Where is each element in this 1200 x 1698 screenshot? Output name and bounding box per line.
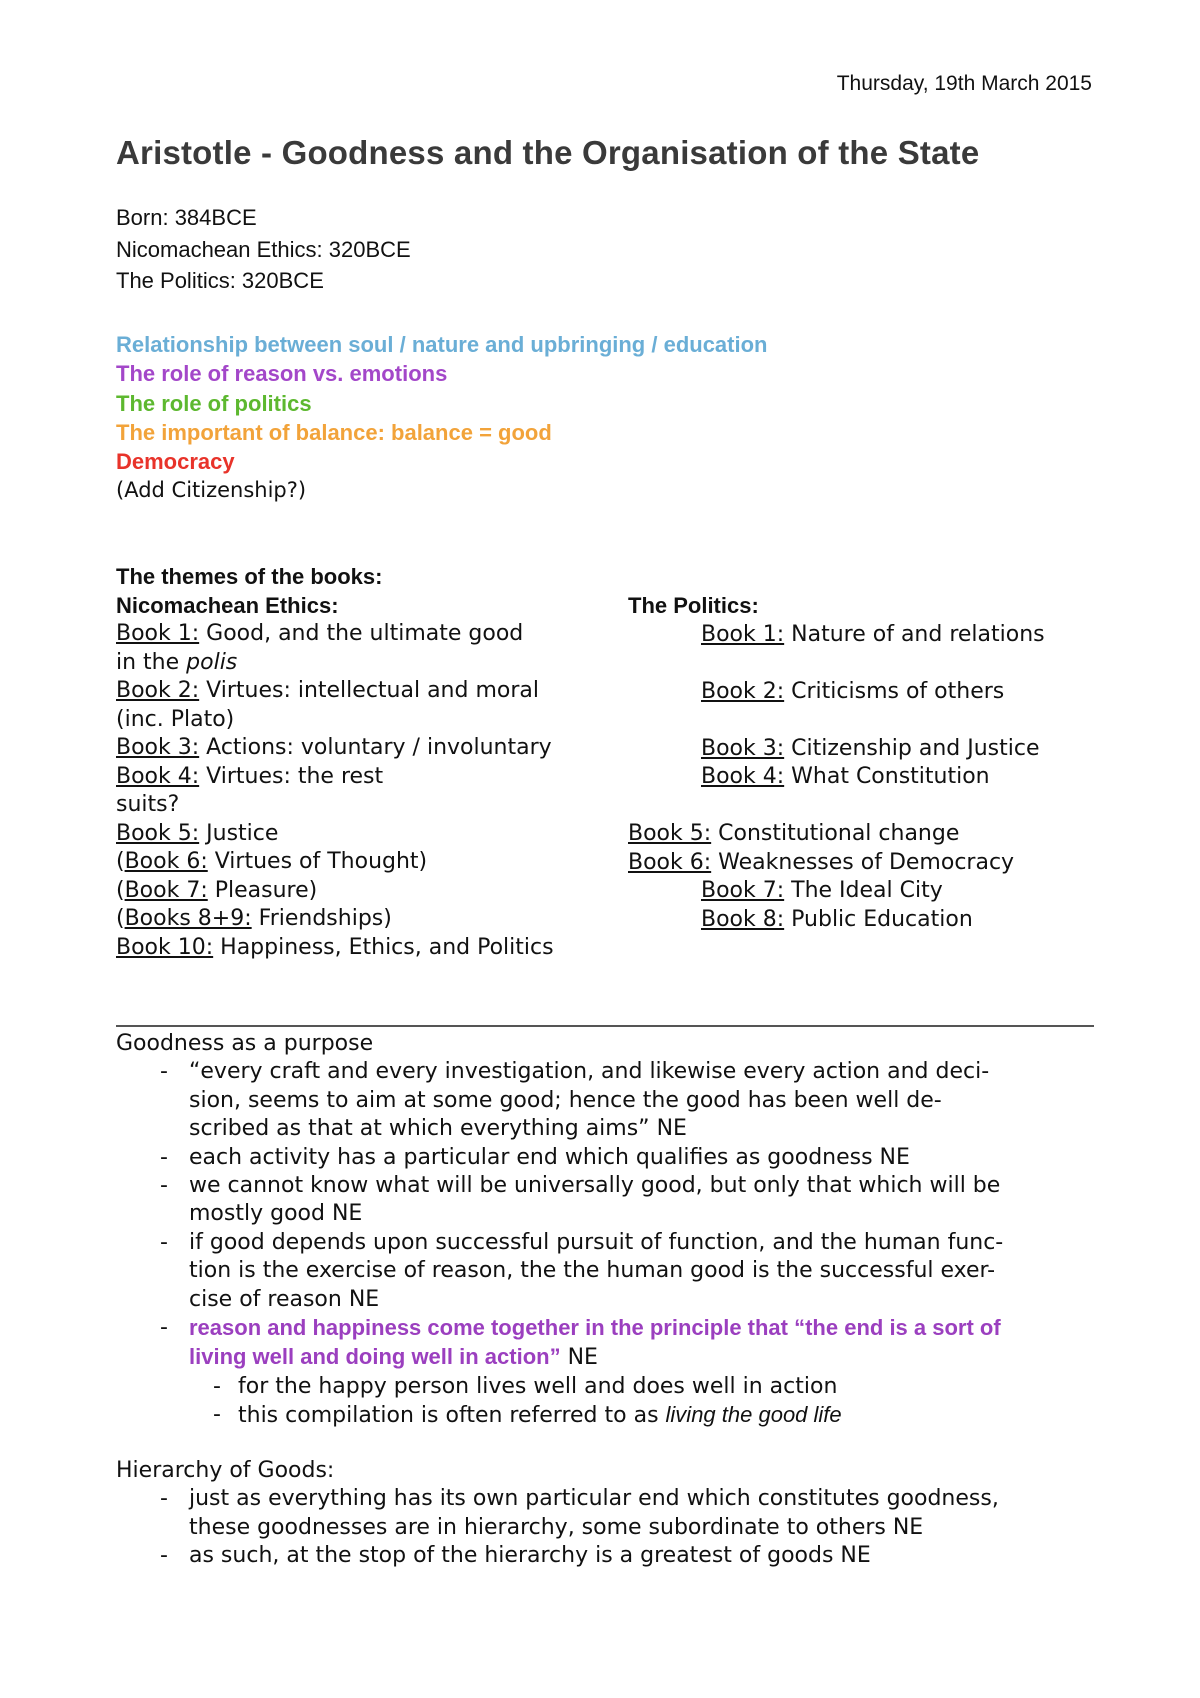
- book-label: Book 5:: [116, 820, 200, 846]
- politics-book-row: [628, 649, 1108, 678]
- document-title: Aristotle - Goodness and the Organisation of the State: [116, 134, 980, 171]
- bullet-line: scribed as that at which everything aims” NE: [189, 1116, 687, 1142]
- book-text: Citizenship and Justice: [784, 735, 1040, 761]
- facts-block: [116, 202, 411, 297]
- add-citizenship-note: (Add Citizenship?): [116, 478, 307, 503]
- politics-book-row: [628, 792, 1108, 821]
- highlight-text: reason and happiness come together in the principle that “the end is a sort of: [189, 1315, 1001, 1341]
- book-label: Book 2:: [701, 678, 785, 704]
- list-item: [116, 1144, 1096, 1172]
- theme-politics: The role of politics: [116, 390, 312, 416]
- politics-book-row: [628, 906, 1108, 935]
- ethics-column: [116, 563, 636, 962]
- politics-book-row: [628, 849, 1108, 878]
- book-label: Book 6:: [124, 849, 208, 874]
- book-label: Book 8:: [701, 906, 785, 932]
- ethics-book-list: [116, 620, 636, 962]
- sub-list-item: [116, 1373, 1096, 1401]
- theme-reason-emotions: The role of reason vs. emotions: [116, 361, 448, 387]
- book-text: What Constitution: [784, 764, 990, 789]
- goodness-bullets: [116, 1058, 1096, 1430]
- book-text: Virtues: intellectual and moral: [199, 678, 539, 703]
- ethics-heading: Nicomachean Ethics:: [116, 592, 339, 618]
- politics-book-row: [628, 763, 1108, 792]
- book-italic: polis: [186, 649, 238, 675]
- fact-ethics-date: Nicomachean Ethics: 320BCE: [116, 236, 411, 262]
- book-text: Actions: voluntary / involuntary: [199, 735, 552, 760]
- hierarchy-bullets: [116, 1485, 1096, 1570]
- politics-book-row: [628, 706, 1108, 735]
- book-text: Virtues of Thought): [207, 849, 428, 874]
- ethics-book-row: [116, 734, 636, 763]
- hierarchy-heading: Hierarchy of Goods:: [116, 1458, 335, 1483]
- politics-book-row: [628, 877, 1108, 906]
- book-prefix: (: [116, 849, 125, 874]
- goodness-heading: Goodness as a purpose: [116, 1031, 374, 1056]
- list-item-highlight: [116, 1314, 1096, 1373]
- book-text: Criticisms of others: [784, 678, 1005, 704]
- book-label: Book 3:: [701, 735, 785, 761]
- book-text: Pleasure): [207, 877, 318, 903]
- book-text: Virtues: the rest: [199, 763, 384, 789]
- books-heading: The themes of the books:: [116, 564, 383, 589]
- theme-balance: The important of balance: balance = good: [116, 419, 552, 445]
- ethics-book-row: [116, 791, 636, 820]
- bullet-line: these goodnesses are in hierarchy, some subordinate to others NE: [189, 1514, 924, 1540]
- bullet-line: cise of reason NE: [189, 1286, 380, 1312]
- book-prefix: (: [116, 906, 125, 931]
- politics-book-list: [628, 621, 1108, 935]
- book-label: Book 7:: [701, 878, 785, 903]
- list-item: [116, 1485, 1096, 1542]
- book-text: suits?: [116, 792, 180, 817]
- ethics-book-row: [116, 649, 636, 678]
- politics-heading: The Politics:: [628, 593, 759, 618]
- ethics-book-row: [116, 848, 636, 877]
- list-item: [116, 1542, 1096, 1570]
- book-label: Book 7:: [124, 877, 208, 903]
- book-text: Happiness, Ethics, and Politics: [213, 934, 554, 960]
- bullet-line: “every craft and every investigation, and likewise every action and deci-: [189, 1059, 990, 1085]
- book-text: in the: [116, 649, 187, 675]
- book-text: Nature of and relations: [784, 621, 1045, 647]
- bullet-line: we cannot know what will be universally good, but only that which will be: [189, 1173, 1001, 1199]
- book-text: Constitutional change: [711, 821, 960, 846]
- sub-bullet-text: this compilation is often referred to as: [238, 1403, 666, 1429]
- bullet-line: tion is the exercise of reason, the the human good is the successful exer-: [189, 1258, 996, 1284]
- bullet-line: as such, at the stop of the hierarchy is a greatest of goods NE: [189, 1543, 871, 1569]
- book-label: Book 2:: [116, 678, 200, 703]
- ethics-book-row: [116, 820, 636, 849]
- sub-bullet-italic: living the good life: [665, 1402, 842, 1428]
- sub-list-item: [116, 1401, 1096, 1430]
- ethics-book-row: [116, 677, 636, 706]
- bullet-line: each activity has a particular end which qualifies as goodness NE: [189, 1144, 910, 1170]
- politics-book-row: [628, 678, 1108, 707]
- ethics-book-row: [116, 763, 636, 792]
- ethics-book-row: [116, 934, 636, 963]
- ethics-book-row: [116, 706, 636, 735]
- book-text: The Ideal City: [784, 878, 943, 903]
- fact-politics-date: The Politics: 320BCE: [116, 268, 324, 293]
- section-divider: [116, 1025, 1094, 1027]
- theme-soul-nature: Relationship between soul / nature and upbringing / education: [116, 332, 768, 357]
- list-item: [116, 1058, 1096, 1143]
- hierarchy-section: [116, 1457, 1096, 1571]
- bullet-line: if good depends upon successful pursuit of function, and the human func-: [189, 1229, 1004, 1255]
- theme-democracy: Democracy: [116, 449, 235, 475]
- goodness-section: [116, 1030, 1096, 1431]
- book-label: Book 1:: [116, 621, 200, 646]
- book-text: Public Education: [784, 906, 973, 932]
- ethics-book-row: [116, 877, 636, 906]
- bullet-line: mostly good NE: [189, 1201, 363, 1227]
- book-text: Weaknesses of Democracy: [711, 849, 1015, 875]
- sub-bullet-text: for the happy person lives well and does well in action: [238, 1373, 838, 1399]
- politics-book-row: [628, 735, 1108, 764]
- politics-book-row: [628, 820, 1108, 849]
- book-label: Book 5:: [628, 821, 712, 846]
- list-item: [116, 1229, 1096, 1314]
- book-text: Justice: [199, 820, 279, 846]
- book-text: Good, and the ultimate good: [199, 621, 524, 646]
- ethics-book-row: [116, 620, 636, 649]
- book-label: Book 6:: [628, 849, 712, 875]
- ethics-book-row: [116, 905, 636, 934]
- politics-book-row: [628, 621, 1108, 650]
- book-label: Book 4:: [116, 763, 200, 789]
- book-text: Friendships): [251, 906, 392, 931]
- book-label: Book 4:: [701, 764, 785, 789]
- book-label: Book 10:: [116, 934, 214, 960]
- list-item: [116, 1172, 1096, 1229]
- document-date: Thursday, 19th March 2015: [836, 72, 1092, 95]
- book-label: Book 1:: [701, 621, 785, 647]
- bullet-line: sion, seems to aim at some good; hence the good has been well de-: [189, 1087, 942, 1113]
- fact-born: Born: 384BCE: [116, 205, 257, 230]
- bullet-line: just as everything has its own particular end which constitutes goodness,: [189, 1486, 999, 1512]
- book-label: Books 8+9:: [124, 906, 252, 931]
- book-label: Book 3:: [116, 735, 200, 760]
- highlight-suffix: NE: [560, 1345, 598, 1371]
- book-text: (inc. Plato): [116, 706, 235, 732]
- politics-column: [628, 592, 1108, 934]
- themes-list: [116, 330, 767, 506]
- highlight-text: living well and doing well in action”: [189, 1344, 561, 1370]
- book-prefix: (: [116, 877, 125, 903]
